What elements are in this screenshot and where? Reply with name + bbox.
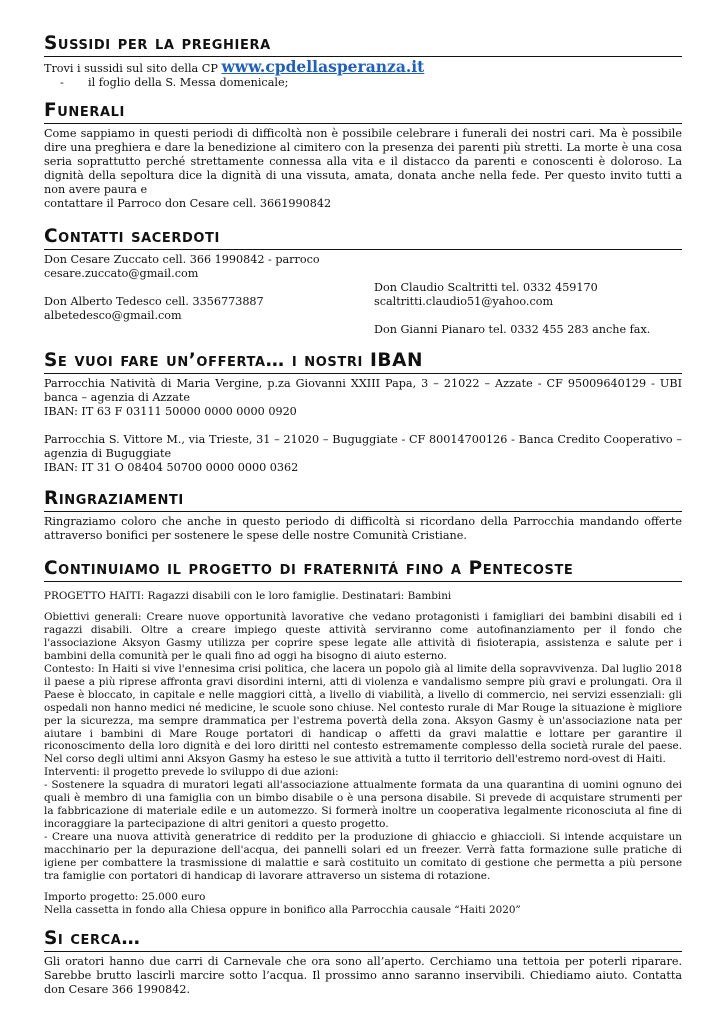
iban-azzate-text: Parrocchia Natività di Maria Vergine, p.za Giovanni XXIII Papa, 3 – 21022 – Azzate - CF 95009640129 - UBI banca – agenzia di Azzate bbox=[44, 377, 682, 404]
section-si-cerca bbox=[44, 929, 682, 997]
iban-buguggiate-text: Parrocchia S. Vittore M., via Trieste, 31 – 21020 – Buguggiate - CF 80014700126 - Banca Credito Cooperativo – agenzia di Buguggiate bbox=[44, 433, 682, 460]
email-claudio[interactable]: scaltritti.claudio51@yahoo.com bbox=[374, 295, 554, 308]
email-cesare[interactable]: cesare.zuccato@gmail.com bbox=[44, 267, 199, 280]
contact-alberto: Don Alberto Tedesco cell. 3356773887 bbox=[44, 295, 264, 308]
email-alberto[interactable]: albetedesco@gmail.com bbox=[44, 309, 182, 322]
contact-claudio: Don Claudio Scaltritti tel. 0332 459170 bbox=[374, 281, 598, 294]
heading-ringraziamenti: Ringraziamenti bbox=[44, 489, 682, 512]
progetto-obiettivi: Obiettivi generali: Creare nuove opportunità lavorative che vedano protagonisti i famigliari dei bambini disabili ed i ragazzi disabili. Oltre a creare impiego queste attività serviranno come autofinanziamento per il fondo che l'associazione Aksyon Gasmy utilizza per coprire spese legate alle attività di fisioterapia, assistenza e salute per i bambini della comunità per le quali fino ad oggi ha bisogno di aiuto esterno. bbox=[44, 610, 682, 662]
bullet-dash: - bbox=[60, 76, 64, 89]
progetto-azione-1: - Sostenere la squadra di muratori legati all'associazione attualmente formata da una quarantina di uomini ognuno dei quali è membro di una famiglia con un bimbo disabile o è una persona disabile. Si prevede di acquistare strumenti per la fabbricazione di materiale edile e un automezzo. Si formerà inoltre un cooperativa legalmente riconosciuta al fine di incoraggiare la partecipazione di altri genitori a questo progetto. bbox=[44, 779, 682, 831]
contact-cesare: Don Cesare Zuccato cell. 366 1990842 - parroco bbox=[44, 253, 320, 266]
heading-iban: Se vuoi fare un’offerta… i nostri IBAN bbox=[44, 351, 682, 374]
si-cerca-text: Gli oratori hanno due carri di Carnevale che ora sono all’aperto. Cerchiamo una tettoia per poterli riparare. Sarebbe brutto lascirli marcire sotto l’acqua. Il prossimo anno saranno inservibili. Chiediamo aiuto. Contatta don Cesare 366 1990842. bbox=[44, 954, 682, 996]
section-ringraziamenti bbox=[44, 489, 682, 543]
funerali-contact: contattare il Parroco don Cesare cell. 3661990842 bbox=[44, 197, 332, 210]
section-funerali bbox=[44, 101, 682, 211]
section-sussidi bbox=[44, 34, 682, 89]
contacts-grid bbox=[44, 253, 682, 337]
heading-sussidi: Sussidi per la preghiera bbox=[44, 34, 682, 57]
section-iban bbox=[44, 351, 682, 475]
contacts-column-right bbox=[374, 253, 674, 337]
sussidi-bullet-text: il foglio della S. Messa domenicale; bbox=[88, 76, 289, 89]
ringraziamenti-text: Ringraziamo coloro che anche in questo periodo di difficoltà si ricordano della Parrocchia mandando offerte attraverso bonifici per sostenere le spese delle nostre Comunità Cristiane. bbox=[44, 515, 682, 542]
iban-buguggiate-code: IBAN: IT 31 O 08404 50700 0000 0000 0362 bbox=[44, 461, 299, 474]
funerali-text: Come sappiamo in questi periodi di difficoltà non è possibile celebrare i funerali dei nostri cari. Ma è possibile dire una preghiera e dare la benedizione al cimitero con la presenza dei parenti più stretti. La morte è una cosa seria soprattutto perché strettamente connessa alla vita e il distacco da parenti e conoscenti è doloroso. La dignità della sepoltura dice la dignità di una vissuta, amata, donata anche nella fede. Per questo invito tutti a non avere paura e bbox=[44, 127, 682, 196]
progetto-intro: PROGETTO HAITI: Ragazzi disabili con le loro famiglie. Destinatari: Bambini bbox=[44, 590, 452, 602]
heading-progetto: Continuiamo il progetto di fraternitá fino a Pentecoste bbox=[44, 559, 682, 582]
progetto-importo: Importo progetto: 25.000 euro bbox=[44, 890, 206, 903]
progetto-contesto: Contesto: In Haiti si vive l'ennesima crisi politica, che lacera un popolo già al limite della sopravvivenza. Dal luglio 2018 il paese a più riprese affronta gravi disordini interni, atti di violenza e vandalismo sempre più gravi e prolungati. Ora il Paese è bloccato, in capitale e nelle maggiori città, a livello di viabilità, a livello di commercio, nei servizi essenziali: gli ospedali non hanno medici né medicine, le scuole sono chiuse. Nel contesto rurale di Mar Rouge la situazione è migliore per la sicurezza, ma sempre drammatica per l'estrema povertà della zona. Aksyon Gasmy è un'associazione nata per aiutare i bambini di Mare Rouge portatori di handicap o affetti da gravi malattie e lottare per garantire il riconoscimento della loro dignità e dei loro diritti nel contesto estremamente complesso della società rurale del paese. Nel corso degli ultimi anni Aksyon Gasmy ha esteso le sue attività a tutto il territorio dell'estremo nord-ovest di Haiti. bbox=[44, 662, 682, 766]
progetto-interventi: Interventi: il progetto prevede lo sviluppo di due azioni: bbox=[44, 766, 339, 779]
sussidi-intro-line bbox=[44, 57, 682, 76]
sussidi-intro: Trovi i sussidi sul sito della CP bbox=[44, 62, 218, 75]
heading-si-cerca: Si cerca… bbox=[44, 929, 682, 952]
bulletin-page bbox=[44, 34, 682, 997]
iban-azzate-code: IBAN: IT 63 F 03111 50000 0000 0000 0920 bbox=[44, 405, 297, 418]
section-progetto bbox=[44, 559, 682, 917]
progetto-cassetta: Nella cassetta in fondo alla Chiesa oppure in bonifico alla Parrocchia causale “Haiti 2020” bbox=[44, 903, 521, 916]
heading-contatti: Contatti sacerdoti bbox=[44, 227, 682, 250]
heading-funerali: Funerali bbox=[44, 101, 682, 124]
section-contatti bbox=[44, 227, 682, 337]
website-link[interactable]: www.cpdellasperanza.it bbox=[221, 57, 425, 76]
contact-gianni: Don Gianni Pianaro tel. 0332 455 283 anche fax. bbox=[374, 323, 651, 336]
sussidi-bullet bbox=[44, 76, 682, 89]
progetto-azione-2: - Creare una nuova attività generatrice di reddito per la produzione di ghiaccio e ghiaccioli. Si intende acquistare un macchinario per la depurazione dell'acqua, dei pannelli solari ed un freezer. Verrà fatta formazione sulle pratiche di igiene per combattere la trasmissione di malattie e sarà costituito un comitato di gestione che permetta a più persone tra famiglie con portatori di handicap di lavorare attraverso un sistema di rotazione. bbox=[44, 831, 682, 883]
contacts-column-left bbox=[44, 253, 374, 337]
